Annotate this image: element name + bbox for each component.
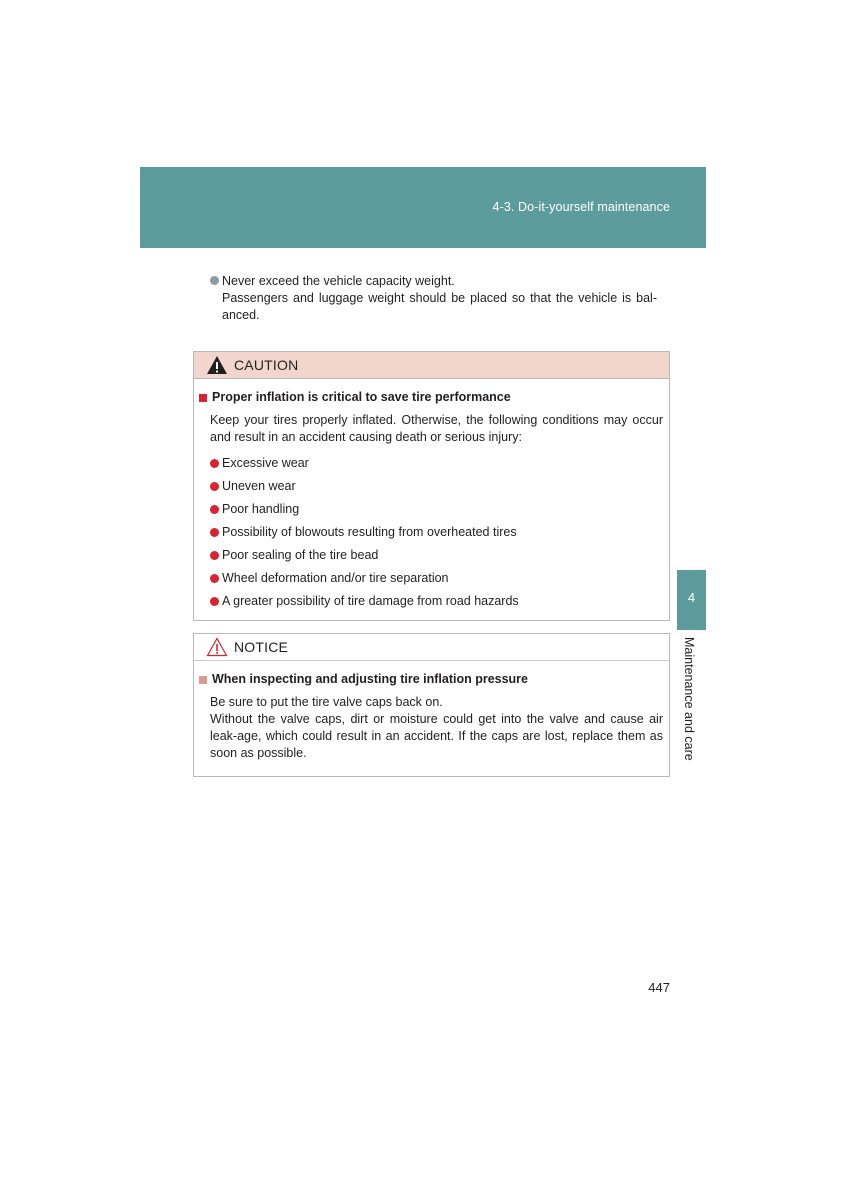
list-item: Poor handling (210, 498, 663, 521)
chapter-tab-number: 4 (677, 570, 706, 630)
notice-line1: Be sure to put the tire valve caps back on. (210, 695, 443, 709)
caution-paragraph: Keep your tires properly inflated. Otherwise, the following conditions may occur and result in an accident causing death or serious injury: (210, 413, 663, 444)
red-square-icon (199, 394, 207, 402)
red-bullet-icon (210, 528, 219, 537)
notice-heading: NOTICE (234, 639, 289, 655)
caution-body (194, 379, 669, 613)
notice-line2: Without the valve caps, dirt or moisture could get into the valve and cause air leak-age, which could result in an accident. If the caps are lost, replace them as soon as possible. (210, 712, 663, 760)
notice-body (194, 661, 669, 762)
list-item: Uneven wear (210, 475, 663, 498)
red-bullet-icon (210, 482, 219, 491)
intro-note (210, 273, 657, 324)
caution-box (193, 351, 670, 621)
caution-list (199, 452, 663, 613)
pink-square-icon (199, 676, 207, 684)
caution-header (194, 352, 669, 379)
list-item: Possibility of blowouts resulting from overheated tires (210, 521, 663, 544)
page-number: 447 (648, 980, 670, 995)
intro-bullet (210, 273, 657, 290)
notice-section-title (199, 671, 663, 688)
red-bullet-icon (210, 574, 219, 583)
caution-section-title (199, 389, 663, 406)
notice-header (194, 634, 669, 661)
red-bullet-icon (210, 597, 219, 606)
section-title: 4-3. Do-it-yourself maintenance (492, 200, 670, 214)
list-item: Excessive wear (210, 452, 663, 475)
intro-bullet-text: Never exceed the vehicle capacity weight. (222, 274, 455, 288)
red-bullet-icon (210, 505, 219, 514)
chapter-tab-label: Maintenance and care (682, 637, 696, 761)
notice-box (193, 633, 670, 777)
red-bullet-icon (210, 551, 219, 560)
intro-text: Passengers and luggage weight should be placed so that the vehicle is bal-anced. (222, 291, 657, 322)
red-bullet-icon (210, 459, 219, 468)
chapter-header-band (140, 167, 706, 248)
notice-section-title-text: When inspecting and adjusting tire inflation pressure (212, 672, 529, 686)
list-item: Poor sealing of the tire bead (210, 544, 663, 567)
bullet-icon (210, 276, 219, 285)
list-item: Wheel deformation and/or tire separation (210, 567, 663, 590)
list-item: A greater possibility of tire damage from road hazards (210, 590, 663, 613)
caution-heading: CAUTION (234, 357, 299, 373)
warning-triangle-icon (206, 355, 228, 375)
caution-section-title-text: Proper inflation is critical to save tire performance (212, 390, 511, 404)
notice-triangle-icon (206, 637, 228, 657)
